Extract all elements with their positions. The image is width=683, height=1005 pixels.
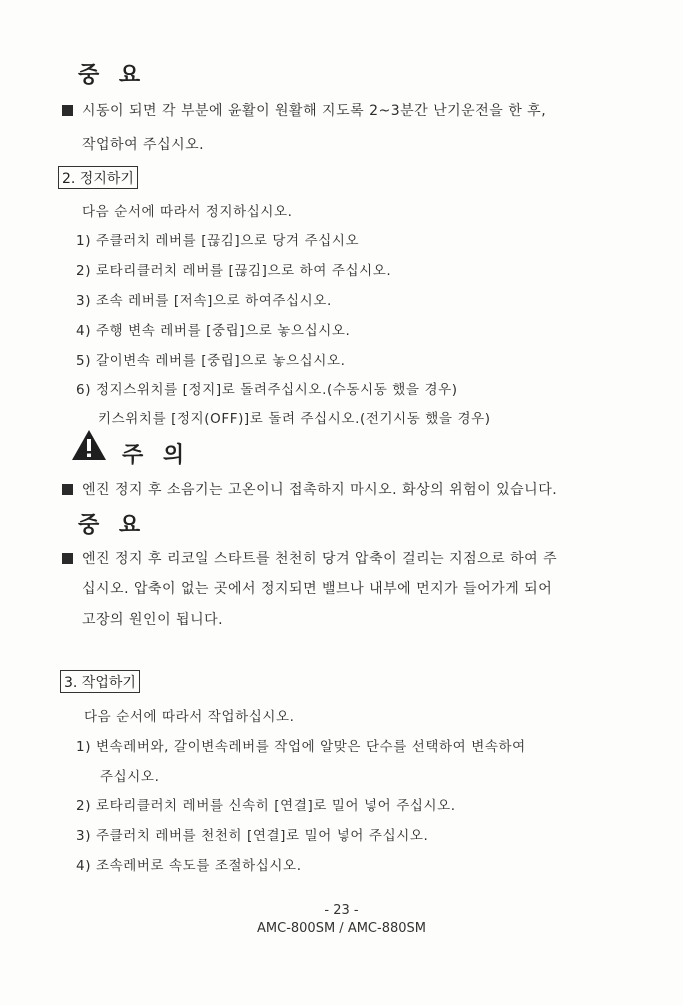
section-3-title: 3. 작업하기 bbox=[60, 670, 140, 693]
bullet-square-icon bbox=[62, 553, 73, 564]
section-2-step-5: 5) 갈이변속 레버를 [중립]으로 놓으십시오. bbox=[76, 353, 346, 369]
important-2-line-2: 십시오. 압축이 없는 곳에서 정지되면 밸브나 내부에 먼지가 들어가게 되어 bbox=[82, 581, 553, 597]
section-3-step-1-cont: 주십시오. bbox=[100, 769, 160, 785]
section-3-step-4: 4) 조속레버로 속도를 조절하십시오. bbox=[76, 858, 302, 874]
bullet-square-icon bbox=[62, 484, 73, 495]
model-name: AMC-800SM / AMC-880SM bbox=[257, 921, 426, 936]
section-2-step-4: 4) 주행 변속 레버를 [중립]으로 놓으십시오. bbox=[76, 323, 351, 339]
section-2-intro: 다음 순서에 따라서 정지하십시오. bbox=[82, 204, 293, 220]
important-heading-2: 중 요 bbox=[78, 513, 147, 538]
section-2-step-1: 1) 주클러치 레버를 [끊김]으로 당겨 주십시오 bbox=[76, 233, 360, 249]
section-2-title: 2. 정지하기 bbox=[58, 166, 138, 189]
section-2-step-6: 6) 정지스위치를 [정지]로 돌려주십시오.(수동시동 했을 경우) bbox=[76, 382, 458, 398]
section-3-intro: 다음 순서에 따라서 작업하십시오. bbox=[84, 709, 295, 725]
important-heading-1: 중 요 bbox=[78, 63, 147, 88]
section-3-step-3: 3) 주클러치 레버를 천천히 [연결]로 밀어 넣어 주십시오. bbox=[76, 828, 429, 844]
important-1-text-1: 시동이 되면 각 부분에 윤활이 원활해 지도록 2~3분간 난기운전을 한 후, bbox=[82, 103, 547, 119]
caution-line-1 bbox=[62, 479, 557, 499]
section-2-step-2: 2) 로타리클러치 레버를 [끊김]으로 하여 주십시오. bbox=[76, 263, 392, 279]
important-1-line-1 bbox=[62, 100, 546, 120]
important-2-line-1 bbox=[62, 548, 557, 568]
caution-text-1: 엔진 정지 후 소음기는 고온이니 접촉하지 마시오. 화상의 위험이 있습니다. bbox=[82, 482, 558, 498]
bullet-square-icon bbox=[62, 105, 73, 116]
section-2-step-3: 3) 조속 레버를 [저속]으로 하여주십시오. bbox=[76, 293, 332, 309]
section-3-step-2: 2) 로타리클러치 레버를 신속히 [연결]로 밀어 넣어 주십시오. bbox=[76, 798, 456, 814]
section-2-step-6-cont: 키스위치를 [정지(OFF)]로 돌려 주십시오.(전기시동 했을 경우) bbox=[98, 411, 491, 427]
important-2-line-3: 고장의 원인이 됩니다. bbox=[82, 612, 224, 628]
important-1-line-2: 작업하여 주십시오. bbox=[82, 137, 205, 153]
warning-triangle-icon bbox=[70, 428, 108, 462]
important-2-text-1: 엔진 정지 후 리코일 스타트를 천천히 당겨 압축이 걸리는 지점으로 하여 주 bbox=[82, 551, 558, 567]
caution-heading: 주 의 bbox=[122, 443, 191, 468]
page-number: - 23 - bbox=[324, 903, 359, 918]
section-3-step-1: 1) 변속레버와, 갈이변속레버를 작업에 알맞은 단수를 선택하여 변속하여 bbox=[76, 739, 526, 755]
